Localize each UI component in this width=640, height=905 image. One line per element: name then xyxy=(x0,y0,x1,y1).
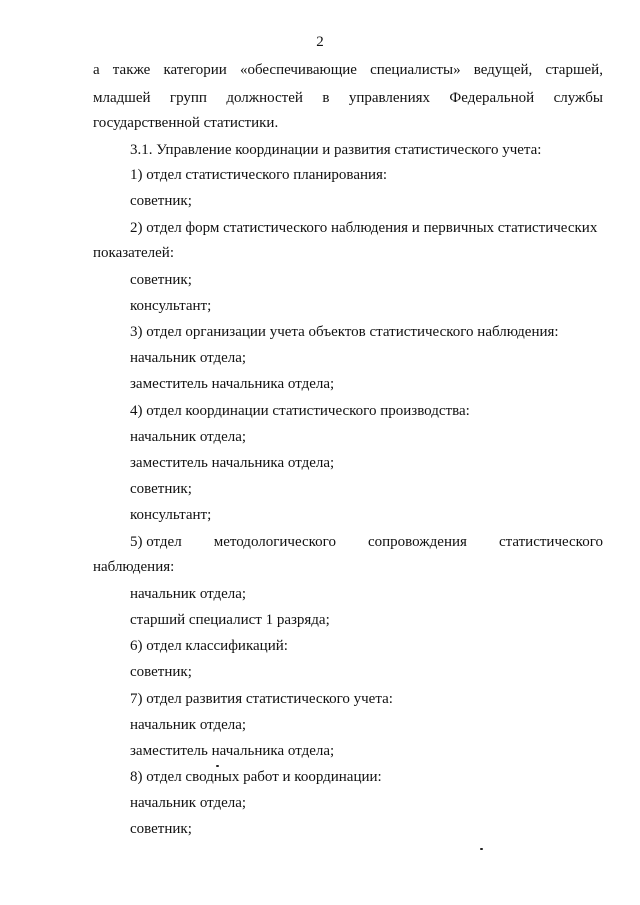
department-title: 2) отдел форм статистического наблюдения и первичных статистических xyxy=(130,220,598,236)
intro-word: управлениях xyxy=(348,90,431,106)
department-title: 3) отдел организации учета объектов статистического наблюдения: xyxy=(130,324,559,340)
title-word: методологического xyxy=(213,534,336,550)
page-number: 2 xyxy=(316,34,324,50)
scan-speck xyxy=(216,765,219,767)
position-item: заместитель начальника отдела; xyxy=(130,743,335,759)
position-item: начальник отдела; xyxy=(130,717,247,733)
intro-word: специалисты» xyxy=(370,62,461,78)
position-item: советник; xyxy=(130,193,192,209)
position-item: советник; xyxy=(130,272,192,288)
department-title: 8) отдел сводных работ и координации: xyxy=(130,769,382,785)
title-word: статистического xyxy=(498,534,603,550)
position-item: заместитель начальника отдела; xyxy=(130,455,335,471)
section-heading: 3.1. Управление координации и развития статистического учета: xyxy=(130,142,542,158)
intro-word: старшей, xyxy=(545,62,603,78)
department-title: 1) отдел статистического планирования: xyxy=(130,167,388,183)
department-title-continuation: показателей: xyxy=(93,245,174,261)
position-item: начальник отдела; xyxy=(130,795,247,811)
department-title-continuation: наблюдения: xyxy=(93,559,175,575)
position-item: советник; xyxy=(130,821,192,837)
intro-word: а xyxy=(93,62,100,78)
intro-word: также xyxy=(112,62,151,78)
position-item: заместитель начальника отдела; xyxy=(130,376,335,392)
position-item: начальник отдела; xyxy=(130,586,247,602)
intro-line-1 xyxy=(93,60,603,80)
department-title: 7) отдел развития статистического учета: xyxy=(130,691,393,707)
intro-word: в xyxy=(322,90,330,106)
department-title: 4) отдел координации статистического производства: xyxy=(130,403,470,419)
department-title xyxy=(130,532,603,552)
position-item: начальник отдела; xyxy=(130,429,247,445)
position-item: старший специалист 1 разряда; xyxy=(130,612,330,628)
intro-word: службы xyxy=(553,90,603,106)
position-item: начальник отдела; xyxy=(130,350,247,366)
intro-line-3: государственной статистики. xyxy=(93,115,279,131)
title-word: сопровождения xyxy=(368,534,467,550)
intro-word: Федеральной xyxy=(449,90,535,106)
position-item: советник; xyxy=(130,481,192,497)
intro-word: ведущей, xyxy=(473,62,533,78)
department-title: 6) отдел классификаций: xyxy=(130,638,288,654)
title-word: 5) отдел xyxy=(130,534,182,550)
intro-word: групп xyxy=(169,90,207,106)
position-item: консультант; xyxy=(130,298,212,314)
intro-word: «обеспечивающие xyxy=(239,62,357,78)
scan-speck xyxy=(480,848,483,850)
intro-word: должностей xyxy=(226,90,303,106)
position-item: консультант; xyxy=(130,507,212,523)
position-item: советник; xyxy=(130,664,192,680)
intro-word: категории xyxy=(163,62,227,78)
intro-line-2 xyxy=(93,88,603,108)
intro-word: младшей xyxy=(93,90,151,106)
